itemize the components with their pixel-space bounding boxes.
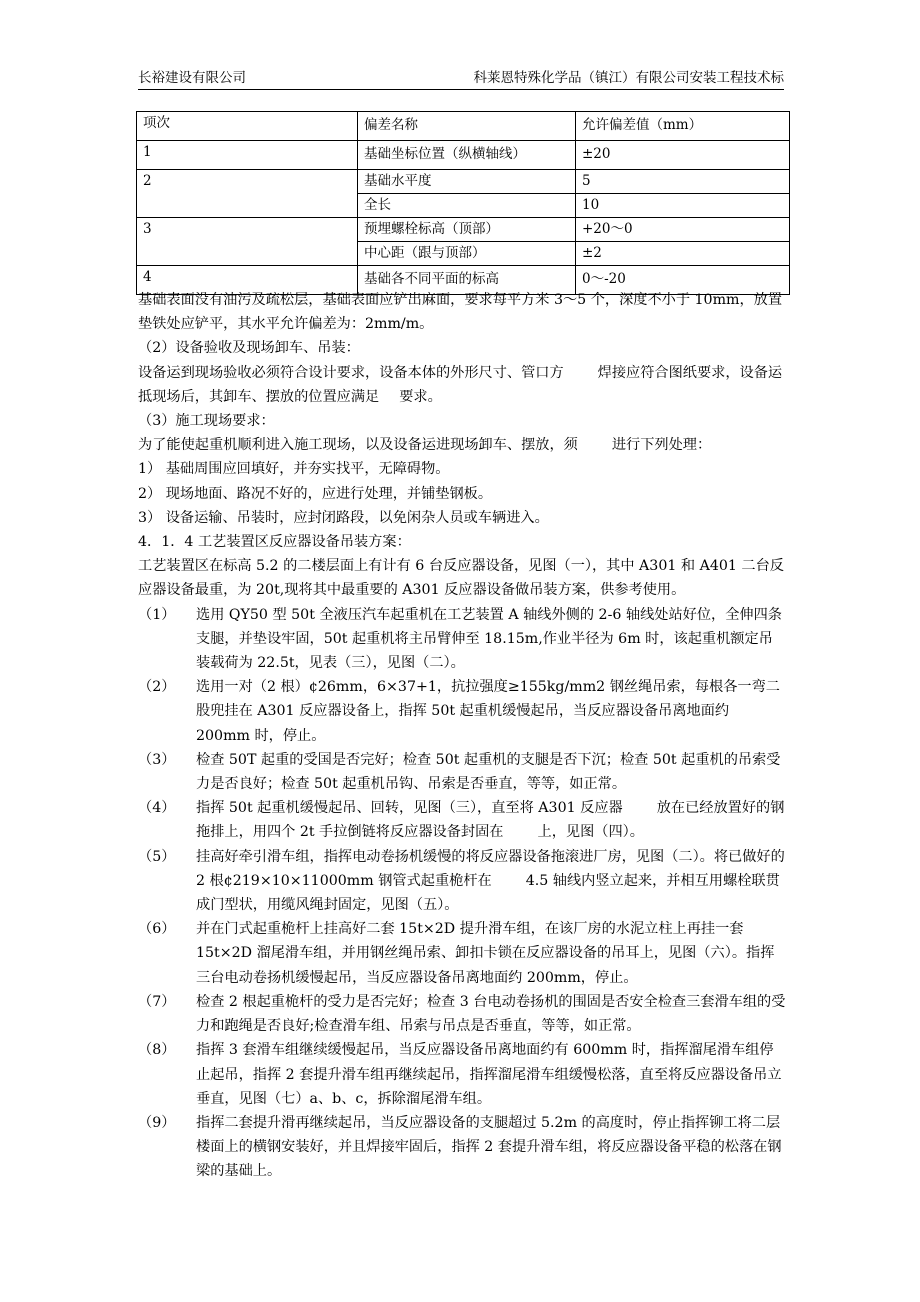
step-item xyxy=(138,796,786,844)
step-item xyxy=(138,1111,786,1184)
step-text: 检查 2 根起重桅杆的受力是否完好；检查 3 台电动卷扬机的围固是否安全检查三套滑车组的受力和跑绳是否良好;检查滑车组、吊索与吊点是否垂直，等等，如正常。 xyxy=(196,993,786,1035)
deviation-value: ±20 xyxy=(576,141,790,170)
section-heading: （2）设备验收及现场卸车、吊装： xyxy=(138,340,360,357)
step-number: （6） xyxy=(138,921,176,938)
step-text: 检查 50T 起重的受国是否完好；检查 50t 起重机的支腿是否下沉；检查 50t 起重机的吊索受力是否良好；检查 50t 起重机吊钩、吊索是否垂直，等等，如正常。 xyxy=(196,751,781,793)
paragraph: 设备运到现场验收必须符合设计要求，设备本体的外形尺寸、管口方 焊接应符合图纸要求，设备运抵现场后，其卸车、摆放的位置应满足 要求。 xyxy=(138,364,783,405)
deviation-name: 基础水平度 xyxy=(358,170,576,194)
deviation-name: 基础各不同平面的标高 xyxy=(358,266,576,295)
step-number: （9） xyxy=(138,1114,176,1131)
step-text: 选用一对（2 根）¢26mm，6×37+1，抗拉强度≥155kg/mm2 钢丝绳吊索，每根各一弯二股兜挂在 A301 反应器设备上，指挥 50t 起重机缓慢起吊，当反应器设备吊离地面约 200mm 时，停止。 xyxy=(196,679,780,744)
list-item: 3） 设备运输、吊装时，应封闭路段，以免闲杂人员或车辆进入。 xyxy=(138,509,549,526)
deviation-name: 预埋螺栓标高（顶部） xyxy=(358,218,576,242)
step-number: （8） xyxy=(138,1042,176,1059)
list-item: 2） 现场地面、路况不好的，应进行处理，并铺垫钢板。 xyxy=(138,485,493,502)
list-item: 1） 基础周围应回填好，并夯实找平，无障碍物。 xyxy=(138,461,450,478)
step-item xyxy=(138,990,786,1038)
deviation-value: +20～0 xyxy=(576,218,790,242)
step-number: （1） xyxy=(138,606,176,623)
step-text: 指挥 50t 起重机缓慢起吊、回转，见图（三），直至将 A301 反应器 放在已经放置好的钢拖排上，用四个 2t 手拉倒链将反应器设备封固在 上，见图（四）。 xyxy=(196,800,785,841)
paragraph: 为了能使起重机顺利进入施工现场，以及设备运进现场卸车、摆放，须 进行下列处理： xyxy=(138,437,712,454)
step-text: 指挥 3 套滑车组继续缓慢起吊，当反应器设备吊离地面约有 600mm 时，指挥溜尾滑车组停止起吊，指挥 2 套提升滑车组再继续起吊，指挥溜尾滑车组缓慢松落，直至将反应器设备吊立垂直，见图（七）a、b、c，拆除溜尾滑车组。 xyxy=(196,1042,782,1107)
document-body xyxy=(138,288,786,1184)
step-number: （3） xyxy=(138,751,176,768)
step-number: （2） xyxy=(138,679,176,696)
deviation-value: 0～-20 xyxy=(576,266,790,295)
table-header-row xyxy=(137,112,790,141)
header-cell: 偏差名称 xyxy=(358,112,576,141)
step-number: （5） xyxy=(138,848,176,865)
table-row xyxy=(137,170,790,194)
deviation-value: 5 xyxy=(576,170,790,194)
step-item xyxy=(138,845,786,918)
step-item xyxy=(138,1038,786,1111)
row-number: 2 xyxy=(137,170,358,218)
paragraph: 工艺装置区在标高 5.2 的二楼层面上有计有 6 台反应器设备，见图（一），其中 A301 和 A401 二台反应器设备最重，为 20t,现将其中最重要的 A301 反应器设备做吊装方案，供参考使用。 xyxy=(138,558,784,599)
header-cell: 项次 xyxy=(137,112,358,141)
table-row xyxy=(137,141,790,170)
deviation-value: 10 xyxy=(576,194,790,218)
deviation-value: ±2 xyxy=(576,242,790,266)
step-number: （7） xyxy=(138,993,176,1010)
step-number: （4） xyxy=(138,800,176,817)
header-rule xyxy=(138,89,784,90)
page-header xyxy=(138,66,784,88)
step-item xyxy=(138,603,786,676)
row-number: 1 xyxy=(137,141,358,170)
deviation-name: 中心距（跟与顶部） xyxy=(358,242,576,266)
step-text: 指挥二套提升滑再继续起吊，当反应器设备的支腿超过 5.2m 的高度时，停止指挥铆工将二层楼面上的横钢安装好，并且焊接牢固后，指挥 2 套提升滑车组，将反应器设备平稳的松落在钢梁的基础上。 xyxy=(196,1114,782,1180)
deviation-table xyxy=(136,111,790,295)
step-item xyxy=(138,917,786,990)
section-heading: （3）施工现场要求： xyxy=(138,413,275,430)
step-text: 并在门式起重桅杆上挂高好二套 15t×2D 提升滑车组，在该厂房的水泥立柱上再挂一套 15t×2D 溜尾滑车组，并用钢丝绳吊索、卸扣卡锁在反应器设备的吊耳上，见图（六）。指挥三台电动卷扬机缓慢起吊，当反应器设备吊离地面约 200mm，停止。 xyxy=(196,921,775,986)
step-item xyxy=(138,675,786,748)
step-text: 选用 QY50 型 50t 全液压汽车起重机在工艺装置 A 轴线外侧的 2-6 轴线处站好位，全伸四条支腿，并垫设牢固，50t 起重机将主吊臂伸至 18.15m,作业半径为 6m 时，该起重机额定吊装载荷为 22.5t，见表（三），见图（二）。 xyxy=(196,606,782,672)
company-name: 长裕建设有限公司 xyxy=(138,70,246,86)
step-item xyxy=(138,748,786,796)
header-cell: 允许偏差值（mm） xyxy=(576,112,790,141)
paragraph: 基础表面没有油污及疏松层，基础表面应铲出麻面，要求每平方米 3～5 个，深度不小于 10mm，放置垫铁处应铲平，其水平允许偏差为：2mm/m。 xyxy=(138,292,783,333)
deviation-name: 全长 xyxy=(358,194,576,218)
project-title: 科莱恩特殊化学品（镇江）有限公司安装工程技术标 xyxy=(473,70,784,86)
table-row xyxy=(137,218,790,242)
deviation-name: 基础坐标位置（纵横轴线） xyxy=(358,141,576,170)
section-heading: 4．1．4 工艺装置区反应器设备吊装方案： xyxy=(138,534,411,551)
step-text: 挂高好牵引滑车组，指挥电动卷扬机缓慢的将反应器设备拖滚进厂房，见图（二）。将已做好的 2 根¢219×10×11000mm 钢管式起重桅杆在 4.5 轴线内竖立起来，并相互用螺栓联贯成门型状，用缆风绳封固定，见图（五）。 xyxy=(196,848,785,914)
row-number: 3 xyxy=(137,218,358,266)
row-number: 4 xyxy=(137,266,358,295)
